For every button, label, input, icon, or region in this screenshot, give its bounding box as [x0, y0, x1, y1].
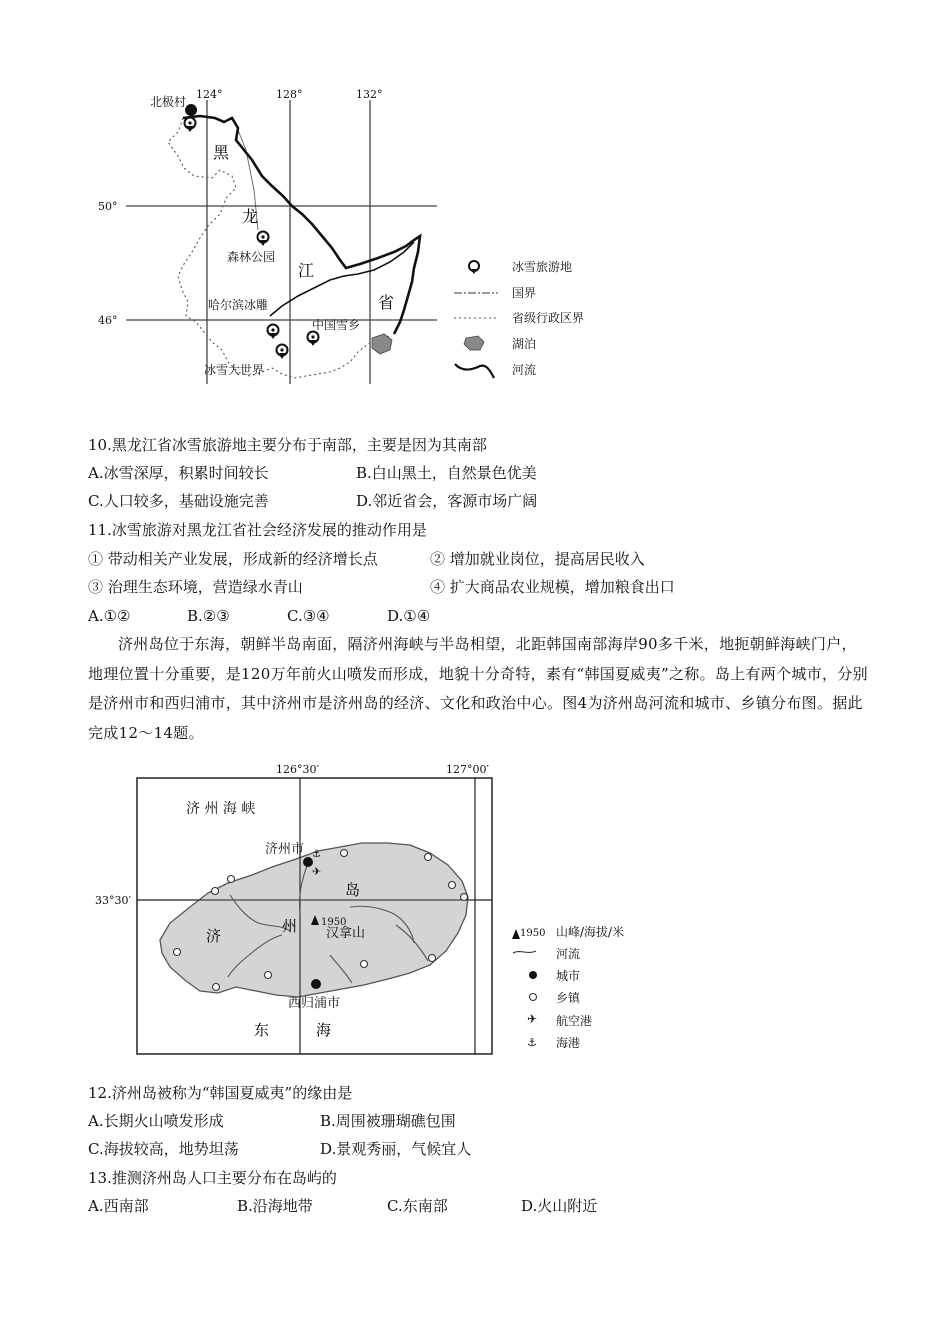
anchor-icon: ⚓ [312, 849, 321, 860]
legend-label: 航空港 [556, 1014, 593, 1028]
place-label: 森林公园 [227, 250, 276, 264]
sea-char: 东 [254, 1021, 270, 1039]
legend-label: 城市 [556, 969, 581, 983]
lon-label: 128° [276, 88, 303, 101]
option-a: A.长期火山喷发形成 [88, 1112, 224, 1130]
lat-label: 46° [98, 314, 118, 327]
map2-legend [512, 924, 624, 1050]
question-11-stem: 11.冰雪旅游对黑龙江省社会经济发展的推动作用是 [88, 521, 427, 539]
option-c: C.人口较多，基础设施完善 [88, 492, 269, 510]
island-char: 州 [282, 917, 298, 935]
statement-item: ② 增加就业岗位，提高居民收入 [430, 550, 645, 568]
option-c: C.③④ [287, 607, 330, 625]
heilongjiang-map [0, 0, 950, 400]
option-b: B.②③ [187, 607, 230, 625]
legend-label: 国界 [512, 286, 537, 300]
option-b: B.白山黑土，自然景色优美 [356, 464, 537, 482]
province-char: 省 [378, 293, 395, 312]
option-a: A.冰雪深厚，积累时间较长 [88, 464, 269, 482]
peak-name: 汉拿山 [326, 926, 366, 941]
lon-label: 124° [196, 88, 223, 101]
pin-legend-icon [469, 261, 479, 274]
place-label: 哈尔滨冰雕 [208, 298, 269, 312]
island-char: 济 [206, 927, 222, 945]
option-d: D.景观秀丽，气候宜人 [320, 1140, 472, 1158]
pin-icon [185, 104, 197, 116]
sea-label: 济 州 海 峡 [186, 801, 256, 817]
question-10-stem: 10.黑龙江省冰雪旅游地主要分布于南部，主要是因为其南部 [88, 436, 487, 454]
statement-item: ③ 治理生态环境，营造绿水青山 [88, 578, 303, 596]
lon-label: 127°00′ [446, 763, 489, 776]
place-label: 北极村 [150, 95, 187, 109]
legend-label: 河流 [556, 947, 581, 961]
province-char: 龙 [242, 207, 259, 226]
city-legend-icon [529, 971, 537, 979]
option-d: D.邻近省会，客源市场广阔 [356, 492, 538, 510]
statement-item: ① 带动相关产业发展，形成新的经济增长点 [88, 550, 378, 568]
legend-label: 河流 [512, 363, 537, 377]
option-a: A.西南部 [88, 1197, 149, 1215]
peak-legend-icon [512, 929, 520, 939]
option-d: D.①④ [387, 607, 431, 625]
option-b: B.沿海地带 [237, 1197, 313, 1215]
city-label: 西归浦市 [288, 996, 341, 1011]
province-char: 江 [298, 261, 315, 280]
lat-label: 50° [98, 200, 118, 213]
legend-label: 省级行政区界 [512, 311, 585, 325]
legend-label: 海港 [556, 1036, 581, 1050]
question-12-stem: 12.济州岛被称为“韩国夏威夷”的缘由是 [88, 1084, 353, 1102]
island-char: 岛 [345, 881, 361, 899]
map1-legend [454, 259, 584, 378]
airport-icon: ✈ [312, 865, 322, 878]
option-c: C.海拔较高，地势坦荡 [88, 1140, 239, 1158]
place-label: 冰雪大世界 [204, 363, 265, 377]
lat-label: 33°30′ [95, 894, 131, 907]
reading-passage: 济州岛位于东海，朝鲜半岛南面，隔济州海峡与半岛相望，北距韩国南部海岸90多千米，地扼朝鲜海峡门户，地理位置十分重要，是120万年前火山喷发而形成，地貌十分奇特，素有“韩国夏威夷”之称。岛上有两个城市，分别是济州市和西归浦市，其中济州市是济州岛的经济、文化和政治中心。图4为济州岛河流和城市、乡镇分布图。据此完成12～14题。 [88, 635, 868, 742]
sea-char: 海 [316, 1021, 332, 1039]
peak-height: 1950 [321, 917, 347, 928]
province-char: 黑 [213, 143, 230, 162]
statement-item: ④ 扩大商品农业规模，增加粮食出口 [430, 578, 675, 596]
legend-label: 山峰/海拔/米 [556, 925, 625, 939]
option-d: D.火山附近 [521, 1197, 598, 1215]
question-13-stem: 13.推测济州岛人口主要分布在岛屿的 [88, 1169, 337, 1187]
lon-label: 126°30′ [276, 763, 319, 776]
tourism-pins [185, 118, 319, 360]
legend-label: 冰雪旅游地 [512, 260, 573, 274]
place-label: 中国雪乡 [312, 318, 361, 332]
city-marker [311, 979, 321, 989]
legend-label: 乡镇 [556, 991, 581, 1005]
anchor-legend-icon: ⚓ [527, 1036, 537, 1049]
option-c: C.东南部 [387, 1197, 448, 1215]
legend-label: 湖泊 [512, 337, 537, 351]
airport-legend-icon: ✈ [527, 1012, 538, 1026]
city-label: 济州市 [265, 842, 305, 857]
option-b: B.周围被珊瑚礁包围 [320, 1112, 456, 1130]
option-a: A.①② [88, 607, 131, 625]
jeju-map [0, 755, 950, 1065]
lon-label: 132° [356, 88, 383, 101]
town-legend-icon [530, 994, 537, 1001]
legend-peak-value: 1950 [520, 928, 546, 939]
